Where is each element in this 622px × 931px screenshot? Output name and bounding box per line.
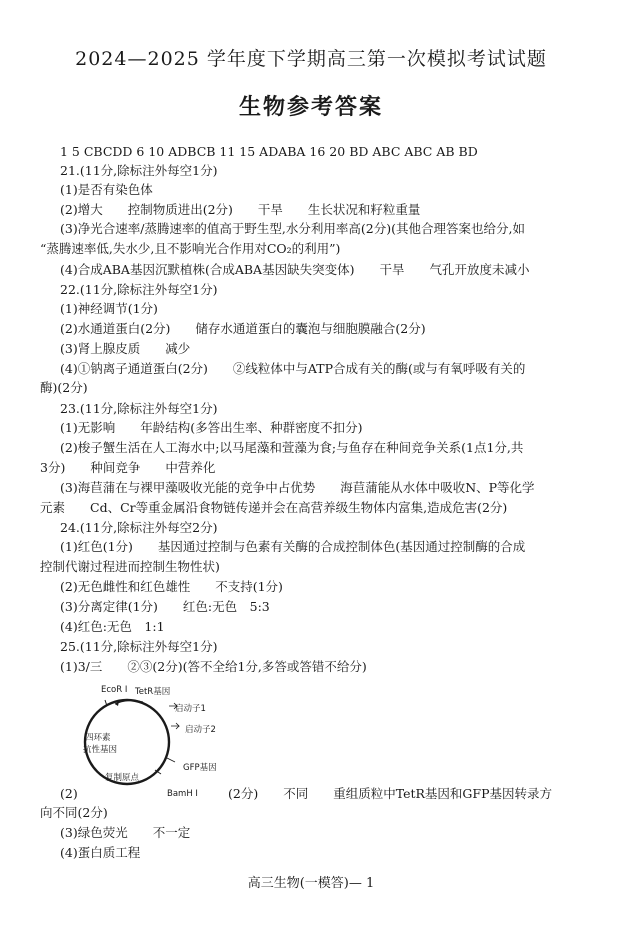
answer-line: 酶)(2分) — [40, 380, 88, 395]
bamhi-label: BamH Ⅰ — [167, 789, 198, 799]
answer-line: (3)海苣蒲在与裸甲藻吸收光能的竞争中占优势 海苣蒲能从水体中吸收N、P等化学 — [60, 480, 535, 495]
answer-line: (3)净光合速率/蒸腾速率的值高于野生型,水分利用率高(2分)(其他合理答案也给分,如 — [60, 221, 525, 236]
answer-line: (1)是否有染色体 — [60, 182, 153, 197]
promoter2-label: 启动子2 — [185, 725, 216, 735]
q25-3-answer: (3)绿色荧光 不一定 — [60, 825, 191, 840]
answer-line: (3)分离定律(1分) 红色:无色 5:3 — [60, 599, 270, 614]
answer-line: (2)无色雌性和红色雄性 不支持(1分) — [60, 579, 283, 594]
answer-line: 23.(11分,除标注外每空1分) — [60, 401, 218, 416]
origin-label: 复制原点 — [105, 773, 140, 783]
answer-line: 24.(11分,除标注外每空2分) — [60, 520, 218, 535]
answer-line: 21.(11分,除标注外每空1分) — [60, 163, 218, 178]
choice-answers: 1 5 CBCDD 6 10 ADBCB 11 15 ADABA 16 20 BD ABC ABC AB BD — [60, 144, 478, 159]
q25-2-label: (2) — [60, 786, 78, 801]
tetr-label: TetR基因 — [135, 687, 171, 697]
answer-line: (1)3/三 ②③(2分)(答不全给1分,多答或答错不给分) — [60, 659, 367, 674]
answer-line: 3分) 种间竞争 中营养化 — [40, 460, 216, 475]
answer-line: “蒸腾速率低,失水少,且不影响光合作用对CO₂的利用”) — [40, 241, 341, 256]
answer-line: (4)①钠离子通道蛋白(2分) ②线粒体中与ATP合成有关的酶(或与有氧呼吸有关的 — [60, 361, 526, 376]
page-footer: 高三生物(一模答)— 1 — [247, 876, 375, 891]
plasmid-diagram — [75, 684, 235, 800]
gfp-label: GFP基因 — [183, 763, 217, 773]
page-title: 2024—2025 学年度下学期高三第一次模拟考试试题 — [75, 48, 547, 70]
promoter1-label: 启动子1 — [175, 704, 206, 714]
q25-2-continued: 向不同(2分) — [40, 805, 108, 820]
page-subtitle: 生物参考答案 — [238, 94, 383, 120]
answer-line: (1)神经调节(1分) — [60, 301, 158, 316]
answer-line: (1)红色(1分) 基因通过控制与色素有关酶的合成控制体色(基因通过控制酶的合成 — [60, 539, 526, 554]
answer-line: (2)水通道蛋白(2分) 储存水通道蛋白的囊泡与细胞膜融合(2分) — [60, 321, 426, 336]
answer-line: (2)增大 控制物质进出(2分) 干旱 生长状况和籽粒重量 — [60, 202, 421, 217]
answer-line: (4)合成ABA基因沉默植株(合成ABA基因缺失突变体) 干旱 气孔开放度未减小 — [60, 262, 530, 277]
promoter2-arrow — [171, 723, 179, 729]
answer-line: (4)红色:无色 1:1 — [60, 619, 165, 634]
resistance-label-2: 抗性基因 — [83, 745, 118, 755]
answer-line: (3)肾上腺皮质 减少 — [60, 341, 191, 356]
answer-line: 控制代谢过程进而控制生物性状) — [40, 559, 220, 574]
answer-line: 25.(11分,除标注外每空1分) — [60, 639, 218, 654]
answer-line: 22.(11分,除标注外每空1分) — [60, 282, 218, 297]
q25-2-answer: (2分) 不同 重组质粒中TetR基因和GFP基因转录方 — [228, 786, 552, 801]
q25-4-answer: (4)蛋白质工程 — [60, 845, 141, 860]
answer-line: (1)无影响 年龄结构(多答出生率、种群密度不扣分) — [60, 420, 363, 435]
answer-line: (2)梭子蟹生活在人工海水中;以马尾藻和萱藻为食;与鱼存在种间竞争关系(1点1分,共 — [60, 440, 524, 455]
answer-line: 元素 Cd、Cr等重金属沿食物链传递并会在高营养级生物体内富集,造成危害(2分) — [40, 500, 508, 515]
resistance-label-1: 四环素 — [85, 733, 111, 743]
ecori-label: EcoR Ⅰ — [101, 685, 128, 695]
gfp-tick — [167, 758, 175, 762]
